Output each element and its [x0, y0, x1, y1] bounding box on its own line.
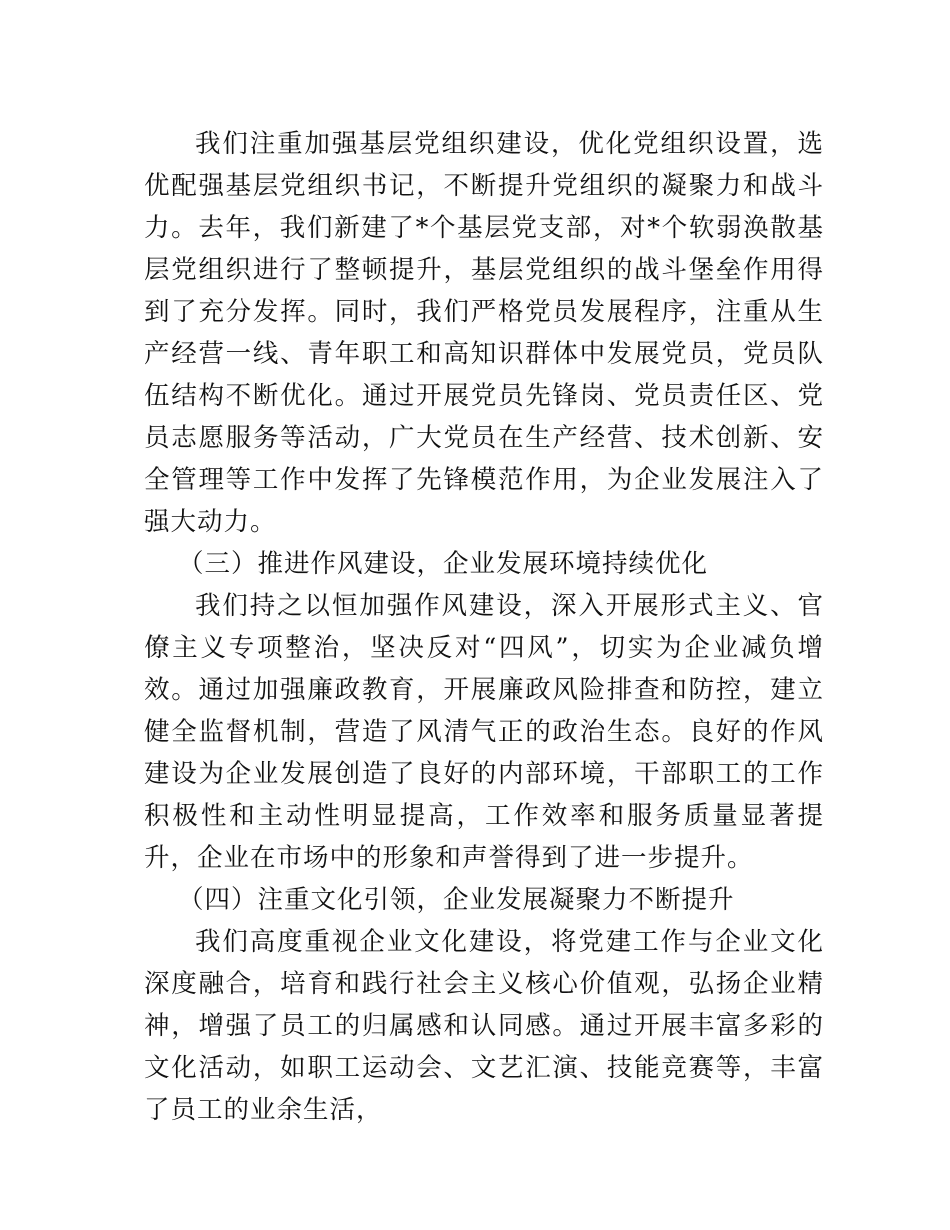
- document-body: [144, 123, 824, 1131]
- section-heading-work-style: （三）推进作风建设，企业发展环境持续优化: [178, 549, 709, 579]
- section-heading-culture: （四）注重文化引领，企业发展凝聚力不断提升: [178, 885, 735, 915]
- paragraph-party-organization: 我们注重加强基层党组织建设，优化党组织设置，选优配强基层党组织书记，不断提升党组织的凝聚力和战斗力。去年，我们新建了*个基层党支部，对*个软弱涣散基层党组织进行了整顿提升，基层党组织的战斗堡垒作用得到了充分发挥。同时，我们严格党员发展程序，注重从生产经营一线、青年职工和高知识群体中发展党员，党员队伍结构不断优化。通过开展党员先锋岗、党员责任区、党员志愿服务等活动，广大党员在生产经营、技术创新、安全管理等工作中发挥了先锋模范作用，为企业发展注入了强大动力。: [144, 129, 824, 537]
- paragraph-work-style: 我们持之以恒加强作风建设，深入开展形式主义、官僚主义专项整治，坚决反对“四风”，切实为企业减负增效。通过加强廉政教育，开展廉政风险排查和防控，建立健全监督机制，营造了风清气正的政治生态。良好的作风建设为企业发展创造了良好的内部环境，干部职工的工作积极性和主动性明显提高，工作效率和服务质量显著提升，企业在市场中的形象和声誉得到了进一步提升。: [144, 591, 824, 873]
- paragraph-culture: 我们高度重视企业文化建设，将党建工作与企业文化深度融合，培育和践行社会主义核心价值观，弘扬企业精神，增强了员工的归属感和认同感。通过开展丰富多彩的文化活动，如职工运动会、文艺汇演、技能竞赛等，丰富了员工的业余生活，: [144, 927, 824, 1125]
